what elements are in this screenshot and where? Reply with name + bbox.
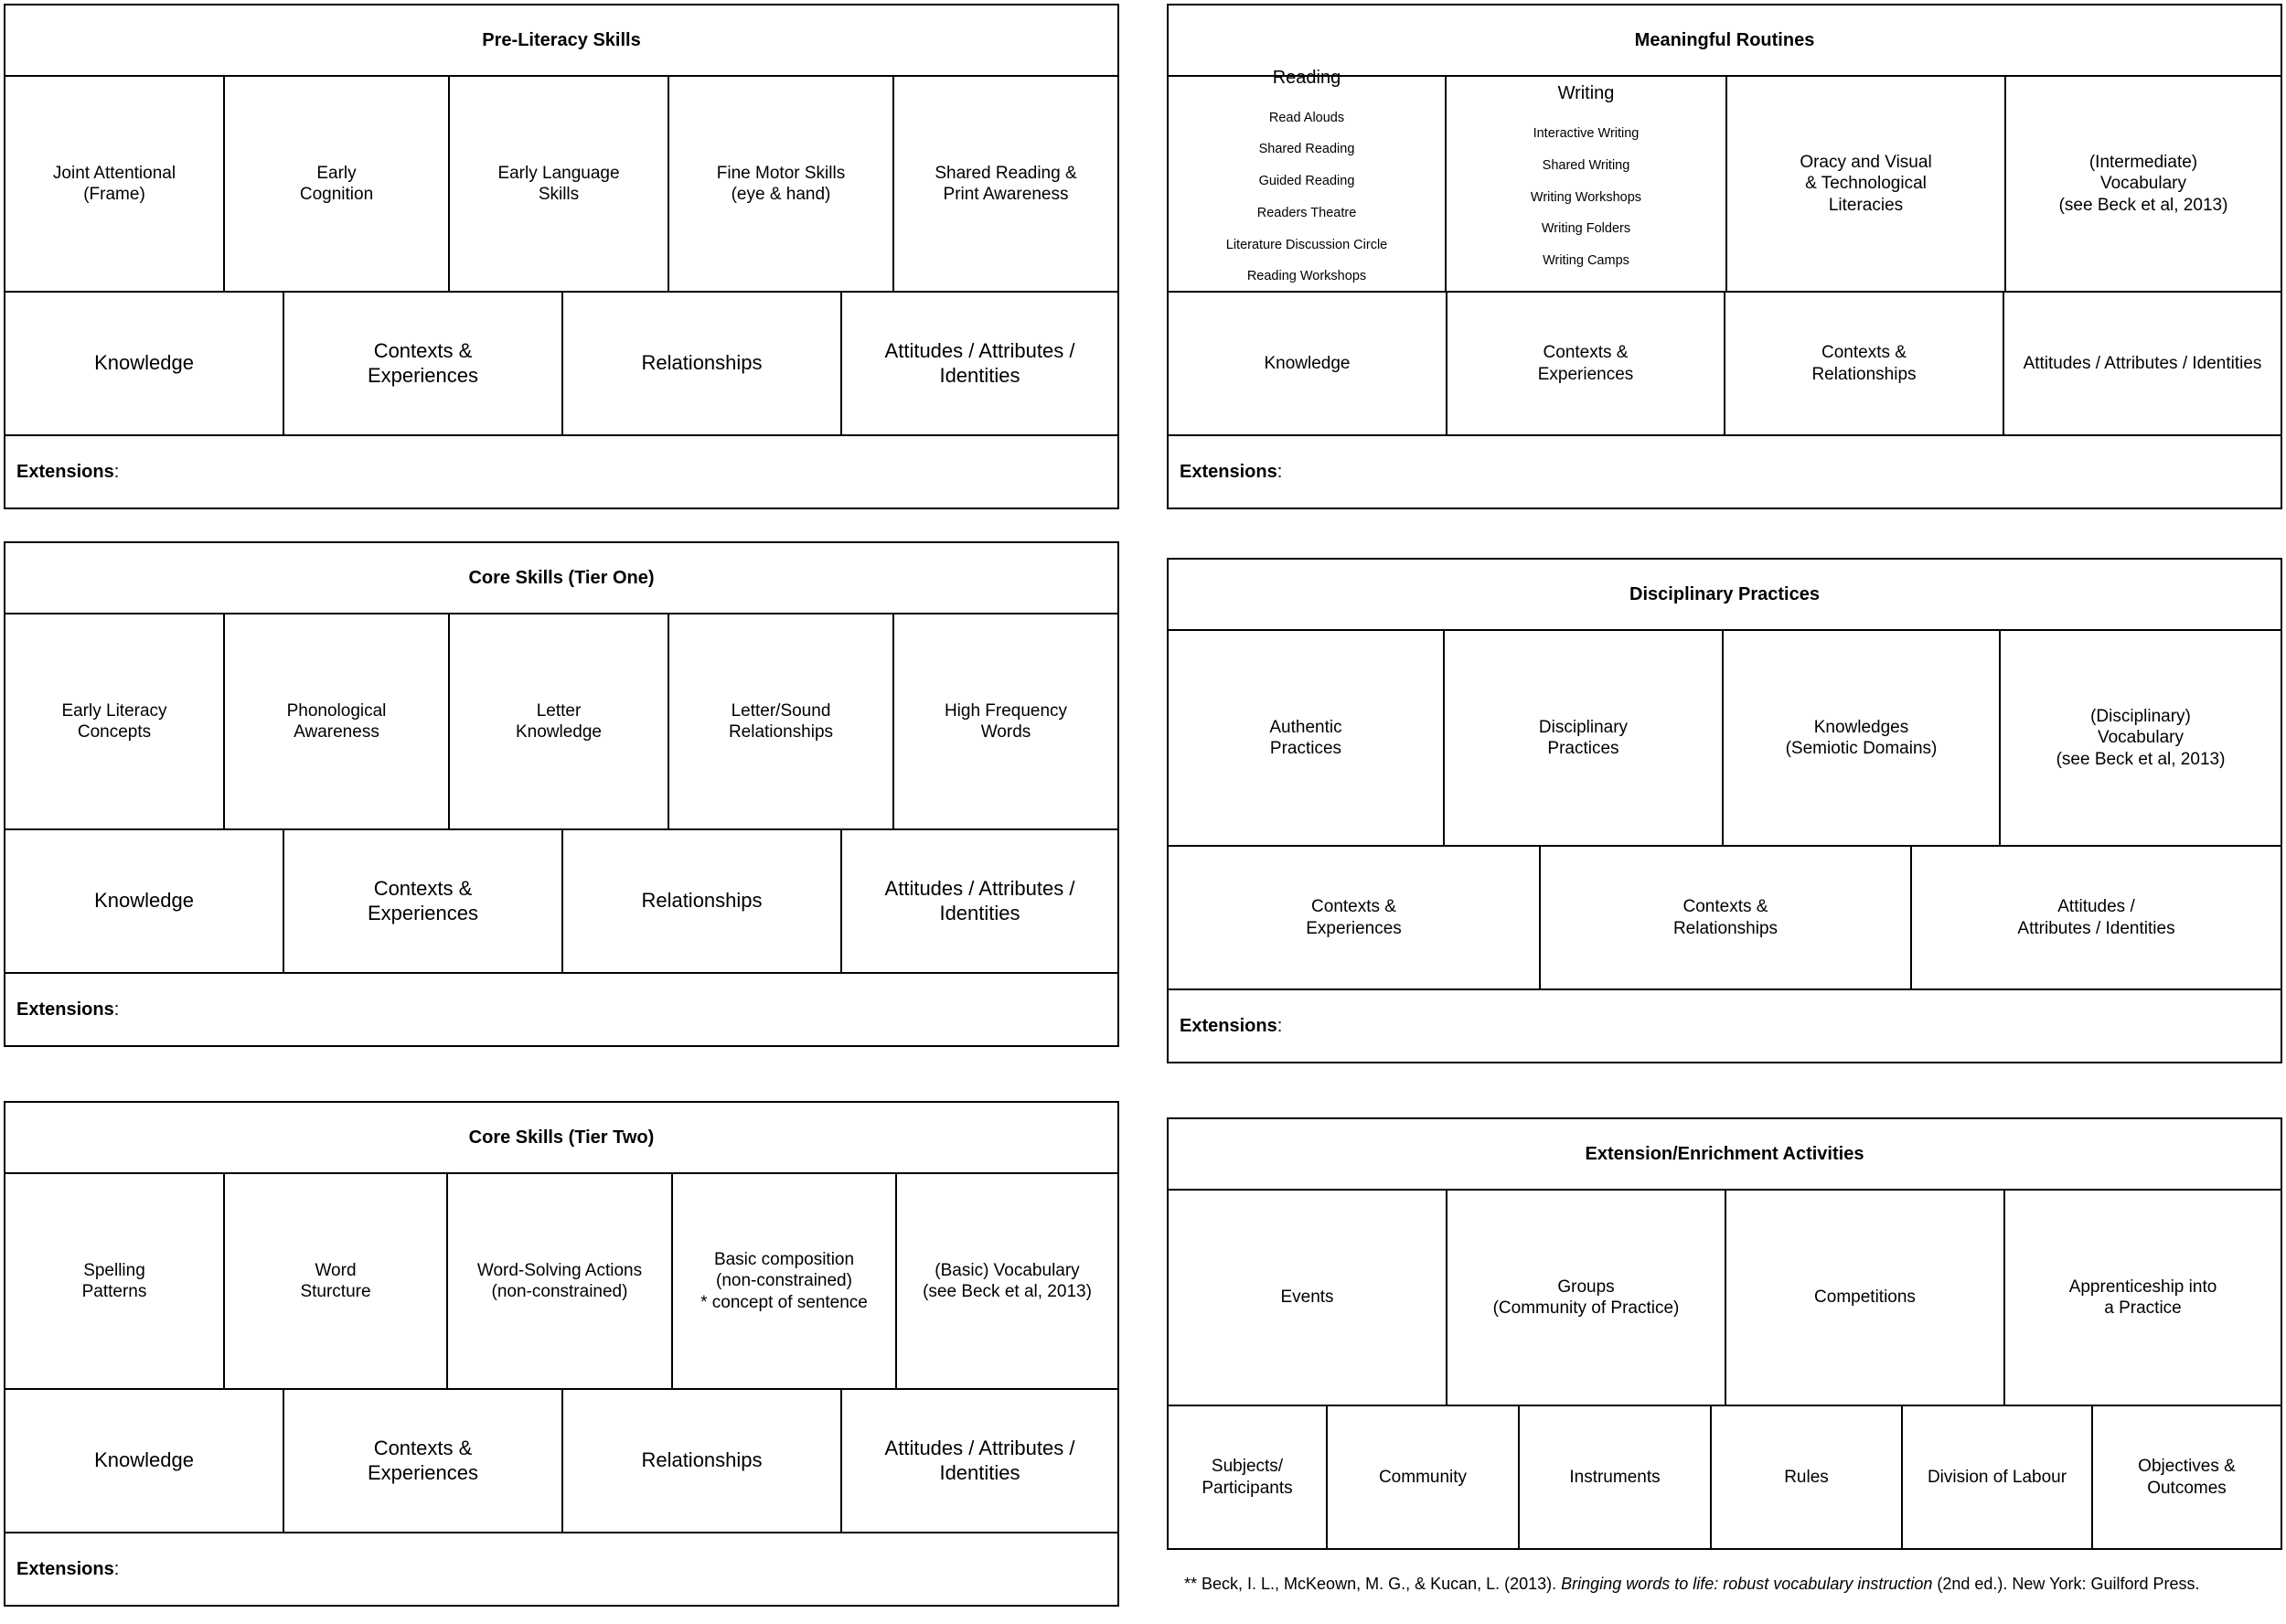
skill-cell: Spelling Patterns xyxy=(5,1174,225,1388)
skill-cell: Early Literacy Concepts xyxy=(5,614,225,828)
skill-cell: Phonological Awareness xyxy=(225,614,450,828)
activities-row xyxy=(1169,1191,2281,1406)
dimension-cell: Contexts & Experiences xyxy=(284,830,563,972)
dimension-cell: Attitudes / Attributes / Identities xyxy=(2017,897,2175,938)
skill-cell: Shared Reading & Print Awareness xyxy=(935,163,1077,204)
dimension-cell: Relationships xyxy=(563,293,842,434)
skill-cell: Joint Attentional (Frame) xyxy=(5,77,225,291)
dimension-cell: Knowledge xyxy=(5,293,284,434)
list-item: Interactive Writing xyxy=(1533,125,1640,141)
list-item: Literature Discussion Circle xyxy=(1225,237,1388,252)
dimension-cell: Contexts & Experiences xyxy=(284,1390,563,1532)
skill-cell: (Basic) Vocabulary (see Beck et al, 2013) xyxy=(923,1260,1092,1301)
extensions-colon: : xyxy=(113,461,120,482)
dimension-cell: Knowledge xyxy=(5,830,284,972)
activity-cell: Apprenticeship into a Practice xyxy=(2068,1277,2217,1318)
skill-cell: Early Language Skills xyxy=(450,77,669,291)
dimension-cell: Contexts & Experiences xyxy=(1447,293,1725,434)
system-cell: Division of Labour xyxy=(1903,1406,2093,1548)
extensions-label: Extensions xyxy=(1180,461,1277,482)
system-cell: Instruments xyxy=(1520,1406,1712,1548)
skill-cell: Letter Knowledge xyxy=(450,614,669,828)
list-item: Shared Reading xyxy=(1258,142,1355,157)
panel-title: Meaningful Routines xyxy=(1169,5,2281,77)
writing-cell xyxy=(1447,77,1727,291)
practice-cell: Authentic Practices xyxy=(1169,631,1445,845)
dimension-cell: Attitudes / Attributes / Identities xyxy=(884,338,1075,387)
activity-cell: Competitions xyxy=(1726,1191,2005,1405)
panel-title: Core Skills (Tier Two) xyxy=(5,1103,1117,1174)
panel-title: Core Skills (Tier One) xyxy=(5,543,1117,614)
dimensions-row xyxy=(5,293,1117,436)
extensions-row xyxy=(5,1533,1117,1605)
extensions-row xyxy=(1169,990,2281,1062)
practice-cell: Knowledges (Semiotic Domains) xyxy=(1724,631,2001,845)
panel-title: Disciplinary Practices xyxy=(1169,560,2281,631)
dimension-cell: Attitudes / Attributes / Identities xyxy=(884,876,1075,924)
citation-footnote xyxy=(1184,1575,2281,1594)
writing-heading: Writing xyxy=(1557,83,1615,104)
dimensions-row xyxy=(1169,847,2281,990)
list-item: Read Alouds xyxy=(1268,110,1345,125)
list-item: Writing Workshops xyxy=(1530,189,1642,205)
skill-cell: Basic composition (non-constrained) * concept of sentence xyxy=(673,1174,897,1388)
skill-cell: Word-Solving Actions (non-constrained) xyxy=(448,1174,673,1388)
dimension-cell: Contexts & Relationships xyxy=(1541,847,1912,988)
extensions-colon: : xyxy=(113,999,120,1020)
dimension-cell: Knowledge xyxy=(5,1390,284,1532)
panel-meaningful-routines xyxy=(1167,4,2282,509)
skills-row xyxy=(5,77,1117,293)
practices-row xyxy=(1169,631,2281,847)
citation-suffix: (2nd ed.). New York: Guilford Press. xyxy=(1932,1575,2200,1593)
skills-row xyxy=(5,1174,1117,1390)
system-cell: Rules xyxy=(1712,1406,1903,1548)
extensions-row xyxy=(1169,436,2281,508)
list-item: Guided Reading xyxy=(1258,174,1355,189)
citation-book-title: Bringing words to life: robust vocabulary instruction xyxy=(1561,1575,1933,1593)
list-item: Writing Folders xyxy=(1541,221,1631,237)
routines-row xyxy=(1169,67,2281,293)
dimension-cell: Contexts & Experiences xyxy=(284,293,563,434)
extensions-row xyxy=(5,974,1117,1045)
extensions-label: Extensions xyxy=(1180,1015,1277,1036)
skill-cell: Word Sturcture xyxy=(225,1174,448,1388)
extensions-colon: : xyxy=(113,1558,120,1579)
dimensions-row xyxy=(5,1390,1117,1533)
practice-cell: (Disciplinary) Vocabulary (see Beck et al, 2013) xyxy=(2056,707,2226,769)
skills-row xyxy=(5,614,1117,830)
dimension-cell: Knowledge xyxy=(1169,293,1447,434)
reading-heading: Reading xyxy=(1272,67,1341,88)
citation-prefix: ** Beck, I. L., McKeown, M. G., & Kucan, L. (2013). xyxy=(1184,1575,1562,1593)
vocabulary-cell: (Intermediate) Vocabulary (see Beck et al, 2013) xyxy=(2058,153,2228,215)
dimension-cell: Relationships xyxy=(563,830,842,972)
practice-cell: Disciplinary Practices xyxy=(1445,631,1724,845)
skill-cell: Letter/Sound Relationships xyxy=(669,614,894,828)
panel-pre-literacy-skills xyxy=(4,4,1119,509)
reading-list xyxy=(1226,94,1387,301)
panel-core-skills-tier-one xyxy=(4,541,1119,1047)
system-cell: Objectives & Outcomes xyxy=(2138,1457,2236,1498)
activity-cell: Events xyxy=(1169,1191,1447,1405)
oracy-cell: Oracy and Visual & Technological Literacies xyxy=(1727,77,2006,291)
panel-disciplinary-practices xyxy=(1167,558,2282,1063)
skill-cell: High Frequency Words xyxy=(944,700,1068,742)
list-item: Readers Theatre xyxy=(1256,205,1357,220)
list-item: Shared Writing xyxy=(1542,157,1630,173)
activity-cell: Groups (Community of Practice) xyxy=(1447,1191,1726,1405)
dimension-cell: Contexts & Experiences xyxy=(1169,847,1541,988)
activity-system-row xyxy=(1169,1406,2281,1548)
extensions-colon: : xyxy=(1277,461,1283,482)
extensions-colon: : xyxy=(1277,1015,1283,1036)
extensions-label: Extensions xyxy=(16,999,114,1020)
system-cell: Community xyxy=(1328,1406,1520,1548)
system-cell: Subjects/ Participants xyxy=(1169,1406,1328,1548)
skill-cell: Fine Motor Skills (eye & hand) xyxy=(669,77,894,291)
list-item: Writing Camps xyxy=(1543,253,1629,269)
skill-cell: Early Cognition xyxy=(225,77,450,291)
panel-extension-enrichment-activities xyxy=(1167,1117,2282,1550)
panel-title: Pre-Literacy Skills xyxy=(5,5,1117,77)
list-item: Reading Workshops xyxy=(1246,269,1367,284)
extensions-row xyxy=(5,436,1117,508)
dimensions-row xyxy=(5,830,1117,974)
panel-title: Extension/Enrichment Activities xyxy=(1169,1119,2281,1191)
dimensions-row xyxy=(1169,293,2281,436)
panel-core-skills-tier-two xyxy=(4,1101,1119,1607)
extensions-label: Extensions xyxy=(16,461,114,482)
dimension-cell: Attitudes / Attributes / Identities xyxy=(2023,353,2262,373)
dimension-cell: Attitudes / Attributes / Identities xyxy=(884,1436,1075,1484)
dimension-cell: Relationships xyxy=(563,1390,842,1532)
writing-list xyxy=(1531,111,1641,285)
dimension-cell: Contexts & Relationships xyxy=(1725,293,2004,434)
extensions-label: Extensions xyxy=(16,1558,114,1579)
reading-cell xyxy=(1169,67,1447,291)
